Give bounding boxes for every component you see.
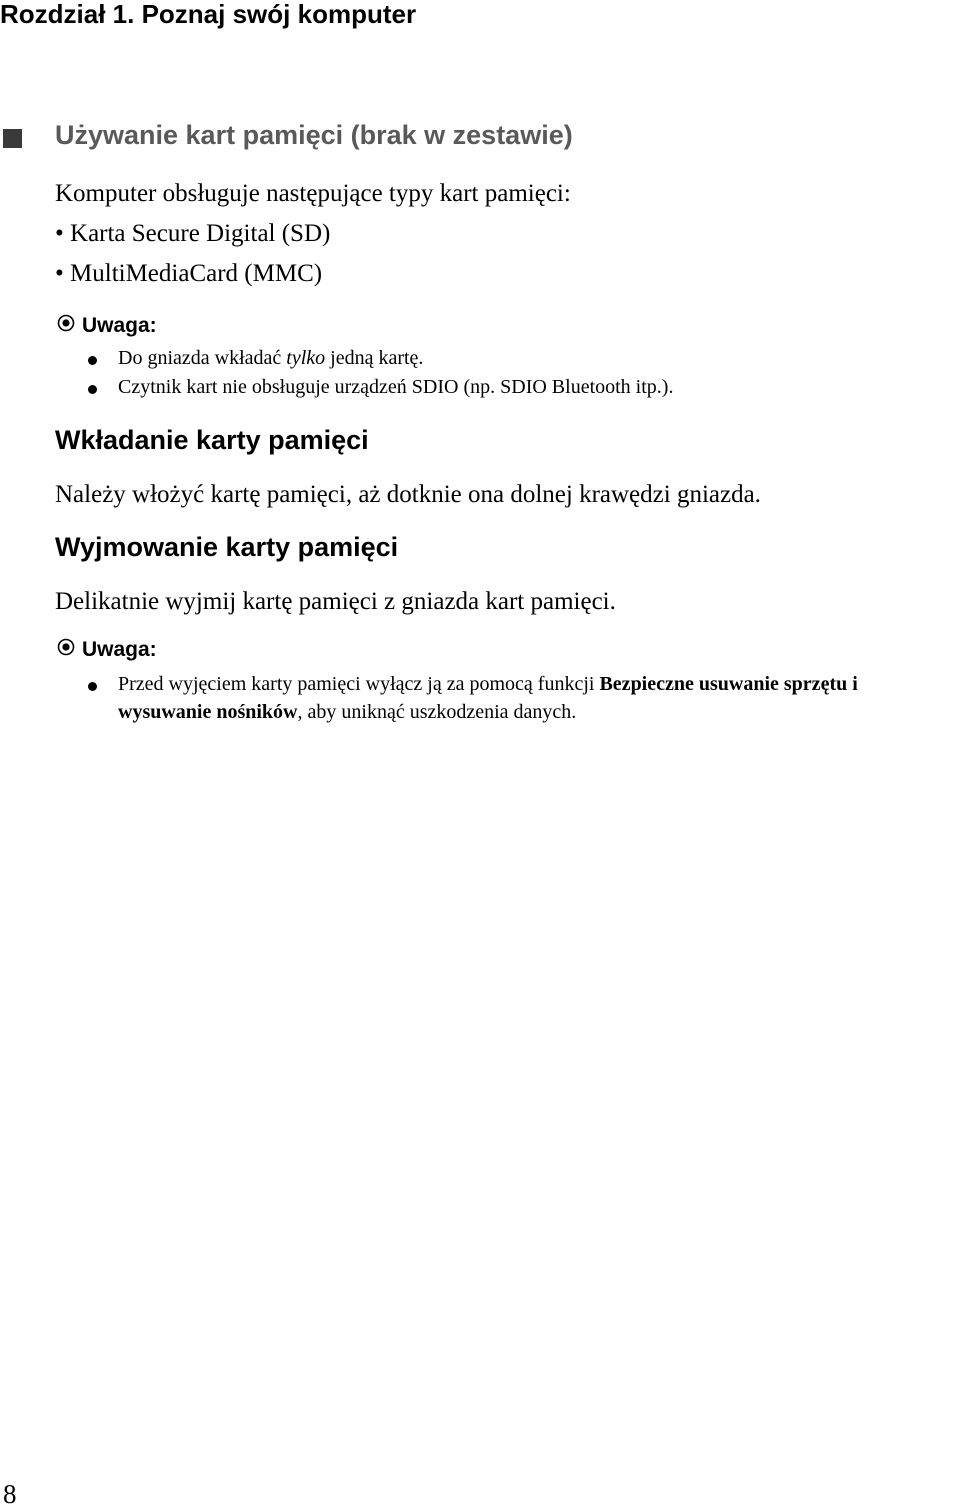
note-item-text: jedną kartę. <box>325 347 424 369</box>
note-heading <box>57 638 157 662</box>
bullet: • <box>55 220 64 247</box>
list-item-text: Karta Secure Digital (SD) <box>70 220 331 247</box>
subheading-remove: Wyjmowanie karty pamięci <box>55 532 399 562</box>
note-item: Czytnik kart nie obsługuje urządzeń SDIO (np. SDIO Bluetooth itp.). <box>118 376 674 398</box>
note-icon <box>57 638 76 662</box>
bullet-dot <box>88 356 97 365</box>
note-icon <box>57 314 76 338</box>
note-item-continued <box>118 701 576 724</box>
list-item <box>55 220 330 248</box>
note-item <box>118 673 858 696</box>
note-item-text: Do gniazda wkładać <box>118 347 287 369</box>
section-marker-icon <box>3 129 22 148</box>
section-title: Używanie kart pamięci (brak w zestawie) <box>55 120 573 150</box>
note-item-text: , aby uniknąć uszkodzenia danych. <box>297 701 577 723</box>
note-item-text: Przed wyjęciem karty pamięci wyłącz ją za pomocą funkcji <box>118 673 600 695</box>
note-item-emphasis: tylko <box>286 347 326 369</box>
bullet: • <box>55 260 64 287</box>
note-item <box>118 347 423 370</box>
feature-name: Bezpieczne usuwanie sprzętu i <box>599 673 858 695</box>
bullet-dot <box>88 682 97 691</box>
subheading-insert: Wkładanie karty pamięci <box>55 425 369 455</box>
note-heading <box>57 314 157 338</box>
bullet-dot <box>88 385 97 394</box>
note-label: Uwaga: <box>82 638 157 661</box>
remove-instructions: Delikatnie wyjmij kartę pamięci z gniazda kart pamięci. <box>55 588 616 615</box>
card-types-intro: Komputer obsługuje następujące typy kart pamięci: <box>55 180 571 207</box>
feature-name: wysuwanie nośników <box>118 701 298 723</box>
note-label: Uwaga: <box>82 314 157 337</box>
list-item <box>55 260 322 288</box>
list-item-text: MultiMediaCard (MMC) <box>70 260 323 287</box>
page-number: 8 <box>3 1479 17 1509</box>
insert-instructions: Należy włożyć kartę pamięci, aż dotknie ona dolnej krawędzi gniazda. <box>55 481 761 508</box>
chapter-header: Rozdział 1. Poznaj swój komputer <box>0 0 417 29</box>
